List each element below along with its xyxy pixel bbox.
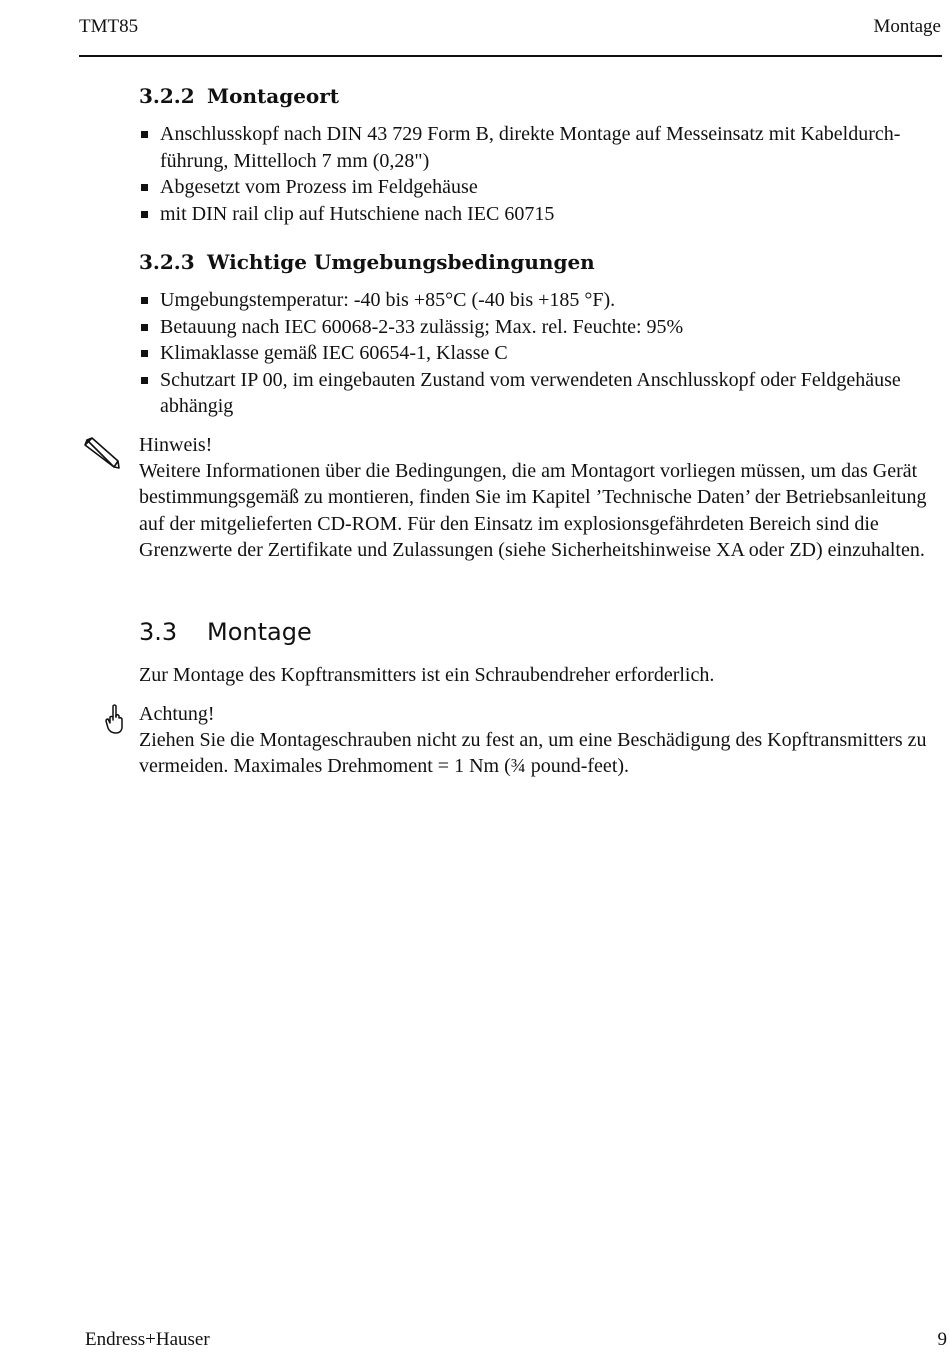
heading-title: Montageort [207,84,340,108]
bullet-icon [141,211,148,218]
bullet-icon [141,184,148,191]
caution-text: Ziehen Sie die Montageschrauben nicht zu fest an, um eine Beschädigung des Kopftransmitters zu vermeiden. Maximales Drehmoment = 1 Nm (¾ pound-feet). [139,729,927,778]
heading-number: 3.2.2 [139,84,195,108]
list-item: Umgebungstemperatur: -40 bis +85°C (-40 bis +185 °F). [139,287,942,314]
montageort-list [139,121,942,227]
list-item: Klimaklasse gemäß IEC 60654-1, Klasse C [139,340,942,367]
footer-company: Endress+Hauser [85,1329,210,1350]
bullet-icon [141,350,148,357]
heading-title: Wichtige Umgebungsbedingungen [207,250,595,274]
pencil-note-icon [84,437,120,469]
caution-label: Achtung! [139,703,215,725]
page-number: 9 [937,1329,947,1350]
heading-number: 3.3 [139,618,178,646]
note-label: Hinweis! [139,434,213,456]
header-doc-id: TMT85 [79,16,139,37]
heading-number: 3.2.3 [139,250,195,274]
header-section-title: Montage [873,16,941,37]
header-divider [79,55,942,57]
list-item: Anschlusskopf nach DIN 43 729 Form B, direkte Montage auf Messeinsatz mit Kabeldurch-führung, Mittelloch 7 mm (0,28") [139,121,942,174]
list-item: Schutzart IP 00, im eingebauten Zustand vom verwendeten Anschlusskopf oder Feldgehäuse abhängig [139,367,942,420]
bullet-icon [141,297,148,304]
heading-montageort [139,84,339,108]
list-item: mit DIN rail clip auf Hutschiene nach IEC 60715 [139,201,942,228]
list-item: Betauung nach IEC 60068-2-33 zulässig; Max. rel. Feuchte: 95% [139,314,942,341]
umgebungsbedingungen-list [139,287,942,420]
pointing-hand-icon [104,703,126,735]
bullet-icon [141,131,148,138]
note-text: Weitere Informationen über die Bedingungen, die am Montagort vorliegen müssen, um das Gerät bestimmungsgemäß zu montieren, finden Sie im Kapitel ’Technische Daten’ der Betriebsanleitung auf der mitgelieferten CD-ROM. Für den Einsatz im explosionsgefährdeten Bereich sind die Grenzwerte der Zertifikate und Zulassungen (siehe Sicherheitshinweise XA oder ZD) einzuhalten. [139,460,927,561]
bullet-icon [141,377,148,384]
montage-intro: Zur Montage des Kopftransmitters ist ein Schraubendreher erforderlich. [139,664,715,686]
list-item: Abgesetzt vom Prozess im Feldgehäuse [139,174,942,201]
heading-montage [139,618,312,646]
heading-title: Montage [207,618,312,646]
bullet-icon [141,324,148,331]
heading-umgebungsbedingungen [139,250,595,274]
